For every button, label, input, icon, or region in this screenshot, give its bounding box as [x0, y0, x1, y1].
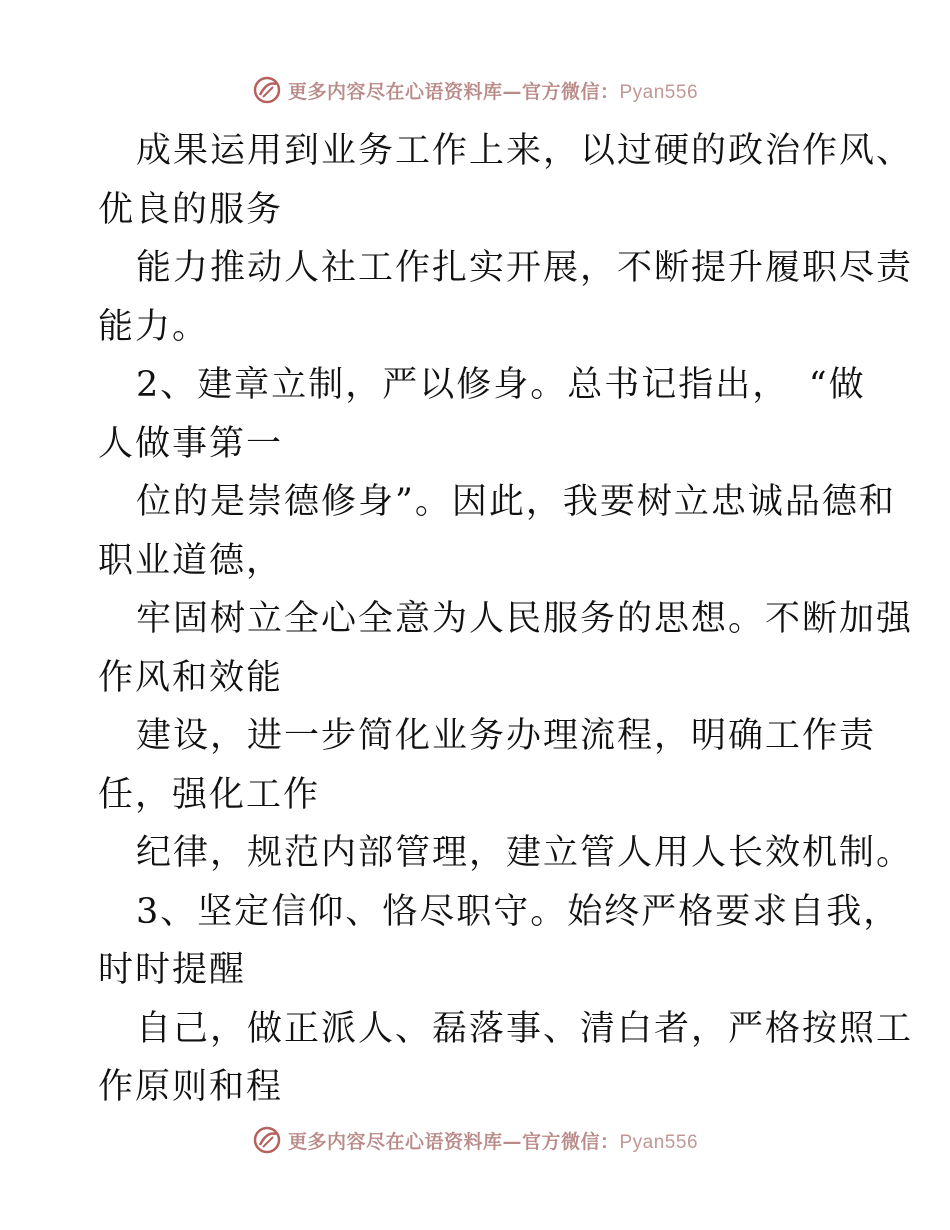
text-line: 任，强化工作 [98, 774, 321, 815]
text-line: 2、建章立制，严以修身。总书记指出， “做 [136, 365, 866, 405]
document-body [98, 122, 914, 1117]
text-line: 作原则和程 [98, 1067, 284, 1107]
footer-watermark [0, 1120, 950, 1160]
text-line: 能力推动人社工作扎实开展，不断提升履职尽责 [136, 248, 914, 288]
text-line: 作风和效能 [98, 657, 284, 698]
text-line: 优良的服务 [98, 189, 284, 230]
text-line: 时时提醒 [98, 950, 247, 990]
header-watermark [0, 70, 950, 110]
text-line: 3、坚定信仰、恪尽职守。始终严格要求自我， [136, 891, 901, 932]
text-line: 自己，做正派人、磊落事、清白者，严格按照工 [136, 1008, 914, 1049]
text-line: 纪律，规范内部管理，建立管人用人长效机制。 [136, 833, 914, 873]
logo-icon [252, 75, 282, 105]
logo-icon [252, 1125, 282, 1155]
watermark-text: 更多内容尽在心语资料库—官方微信：Pyan556 [287, 1130, 699, 1153]
text-line: 成果运用到业务工作上来，以过硬的政治作风、 [136, 131, 914, 171]
text-line: 人做事第一 [98, 423, 284, 464]
text-line: 位的是崇德修身”。因此，我要树立忠诚品德和 [136, 482, 896, 522]
text-line: 牢固树立全心全意为人民服务的思想。不断加强 [136, 599, 914, 639]
watermark-text: 更多内容尽在心语资料库—官方微信：Pyan556 [287, 80, 699, 103]
text-line: 建设，进一步简化业务办理流程，明确工作责 [136, 716, 877, 756]
text-line: 能力。 [98, 306, 210, 347]
text-line: 职业道德， [98, 540, 284, 581]
